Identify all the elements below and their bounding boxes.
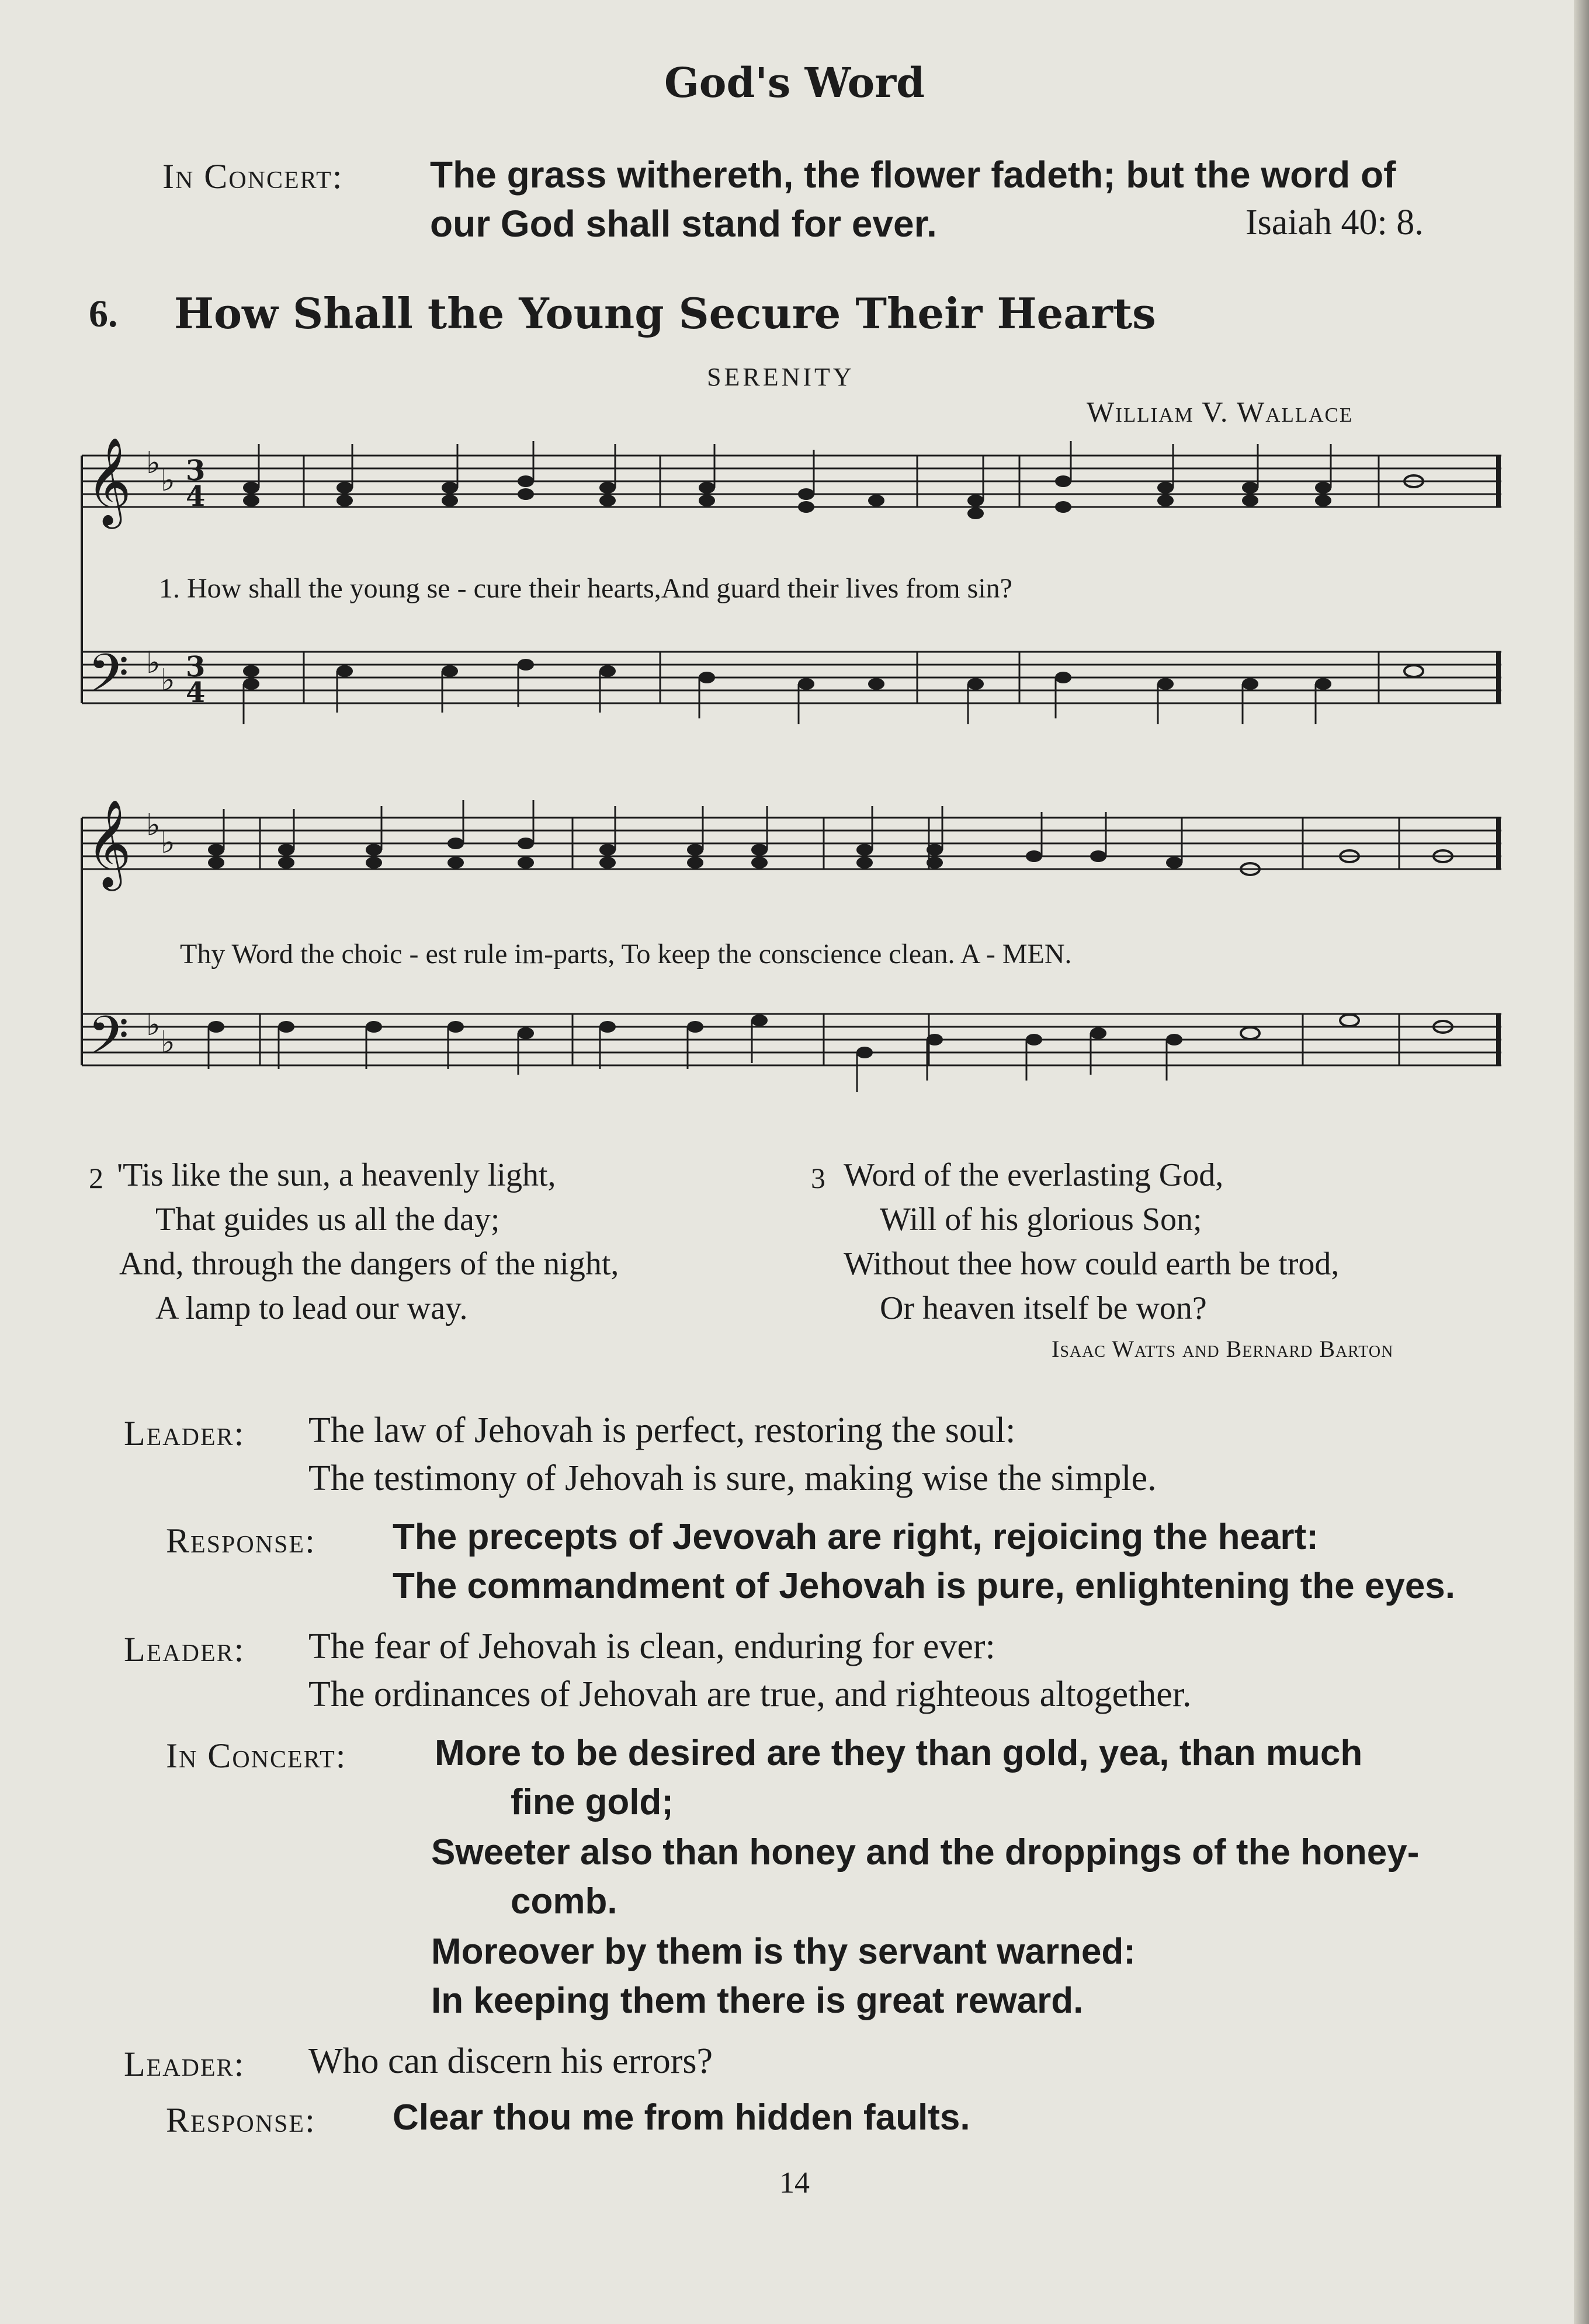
concert-label: In Concert: xyxy=(166,1736,347,1775)
leader-label-3: Leader: xyxy=(124,2045,245,2083)
verse-2-line-1: 'Tis like the sun, a heavenly light, xyxy=(117,1157,556,1193)
svg-text:𝄞: 𝄞 xyxy=(86,798,131,887)
leader-1-line-2: The testimony of Jehovah is sure, making wise the simple. xyxy=(308,1458,1157,1498)
verse-3-number: 3 xyxy=(811,1162,825,1194)
verse-2-number: 2 xyxy=(89,1162,103,1194)
hymn-title: How Shall the Young Secure Their Hearts xyxy=(174,289,1156,338)
concert-line-3: Sweeter also than honey and the droppings of the honey- xyxy=(431,1832,1420,1873)
page-edge xyxy=(1574,0,1589,2324)
svg-text:♭: ♭ xyxy=(146,808,161,843)
tune-name: SERENITY xyxy=(707,363,855,391)
svg-text:♭: ♭ xyxy=(161,463,175,498)
page-number: 14 xyxy=(779,2166,810,2200)
opening-label: In Concert: xyxy=(162,157,344,196)
svg-text:𝄞: 𝄞 xyxy=(86,436,131,525)
svg-text:♭: ♭ xyxy=(146,1008,161,1043)
verse-3-line-4: Or heaven itself be won? xyxy=(880,1290,1207,1326)
opening-line2: our God shall stand for ever. xyxy=(430,203,937,245)
lyric-line-1: 1. How shall the young se - cure their hearts,And guard their lives from sin? xyxy=(159,573,1012,604)
verse-2-line-3: And, through the dangers of the night, xyxy=(119,1246,619,1282)
svg-text:𝄢: 𝄢 xyxy=(88,642,129,717)
svg-text:4: 4 xyxy=(186,676,206,709)
verse-2-line-4: A lamp to lead our way. xyxy=(155,1290,468,1326)
lyric-line-2: Thy Word the choic - est rule im-parts, To keep the conscience clean. A - MEN. xyxy=(180,939,1072,970)
running-title: God's Word xyxy=(664,58,925,107)
leader-1-line-1: The law of Jehovah is perfect, restoring the soul: xyxy=(308,1411,1016,1450)
hymn-number: 6. xyxy=(89,293,118,335)
leader-2-line-1: The fear of Jehovah is clean, enduring for ever: xyxy=(308,1627,995,1666)
hymn-authors: Isaac Watts and Bernard Barton xyxy=(1052,1336,1394,1362)
response-1-line-1: The precepts of Jevovah are right, rejoicing the heart: xyxy=(393,1517,1319,1557)
composer: William V. Wallace xyxy=(1087,395,1354,428)
svg-text:♭: ♭ xyxy=(161,825,175,860)
response-label-1: Response: xyxy=(166,1521,316,1560)
response-1-line-2: The commandment of Jehovah is pure, enlightening the eyes. xyxy=(393,1566,1456,1606)
concert-line-1: More to be desired are they than gold, yea, than much xyxy=(435,1733,1363,1773)
leader-label-1: Leader: xyxy=(124,1414,245,1453)
concert-line-5: Moreover by them is thy servant warned: xyxy=(431,1932,1136,1972)
leader-2-line-2: The ordinances of Jehovah are true, and righteous altogether. xyxy=(308,1675,1192,1714)
response-label-2: Response: xyxy=(166,2101,316,2139)
svg-text:3: 3 xyxy=(186,454,206,487)
opening-reference: Isaiah 40: 8. xyxy=(1245,203,1424,242)
svg-text:4: 4 xyxy=(186,480,206,513)
concert-line-4: comb. xyxy=(511,1881,617,1922)
verse-3-line-3: Without thee how could earth be trod, xyxy=(844,1246,1340,1282)
svg-text:♭: ♭ xyxy=(161,1025,175,1060)
svg-text:3: 3 xyxy=(186,651,206,683)
svg-text:♭: ♭ xyxy=(146,446,161,481)
svg-text:𝄢: 𝄢 xyxy=(88,1005,129,1079)
concert-line-6: In keeping them there is great reward. xyxy=(431,1981,1084,2021)
svg-text:♭: ♭ xyxy=(146,645,161,680)
response-2-line-1: Clear thou me from hidden faults. xyxy=(393,2097,970,2138)
verse-3-line-2: Will of his glorious Son; xyxy=(880,1201,1202,1238)
verse-3-line-1: Word of the everlasting God, xyxy=(844,1157,1224,1193)
verse-2-line-2: That guides us all the day; xyxy=(155,1201,500,1238)
concert-line-2: fine gold; xyxy=(511,1782,674,1822)
leader-label-2: Leader: xyxy=(124,1630,245,1669)
svg-text:♭: ♭ xyxy=(161,663,175,698)
leader-3-line-1: Who can discern his errors? xyxy=(308,2041,713,2081)
opening-line1: The grass withereth, the flower fadeth; but the word of xyxy=(430,154,1396,196)
